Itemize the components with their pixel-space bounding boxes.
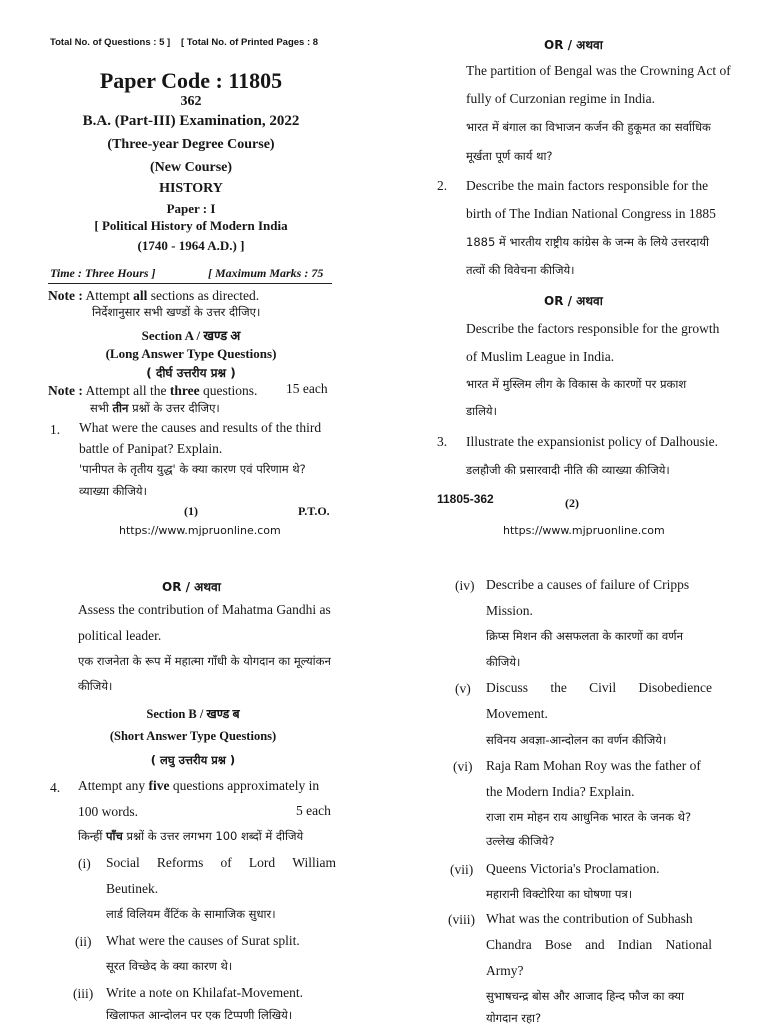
sub-viii-hindi-2: योगदान रहा?	[486, 1011, 542, 1025]
q4-hindi: किन्हीं पाँच प्रश्नों के उत्तर लगभग 100 शब्दों में दीजिये	[78, 829, 304, 843]
q2-number: 2.	[437, 178, 448, 193]
short-answer-heading-hindi: ( लघु उत्तरीय प्रश्न )	[150, 753, 236, 767]
paper-title: [ Political History of Modern India	[94, 218, 288, 233]
q1-number: 1.	[50, 422, 61, 437]
q3-number: 3.	[437, 434, 448, 449]
sub-ii-hindi: सूरत विच्छेद के क्या कारण थे।	[106, 959, 233, 973]
paper-code-footer: 11805-362	[437, 492, 494, 506]
exam-title: B.A. (Part-III) Examination, 2022	[82, 113, 300, 129]
or-heading-1: OR / अथवा	[544, 38, 603, 52]
sub-ii-number: (ii)	[75, 934, 92, 949]
or3-hindi-1: एक राजनेता के रूप में महात्मा गाँधी के योगदान का मूल्यांकन	[78, 654, 331, 668]
total-pages: [ Total No. of Printed Pages : 8	[181, 37, 319, 48]
sub-vi-number: (vi)	[453, 759, 473, 774]
sub-v-line-2: Movement.	[486, 706, 548, 721]
or2-line-2: of Muslim League in India.	[466, 349, 615, 364]
sub-vii-line-1: Queens Victoria's Proclamation.	[486, 861, 660, 876]
q3-hindi-1: डलहौजी की प्रसारवादी नीति की व्याख्या कीजिये।	[466, 463, 670, 477]
website-url-1: https://www.mjpruonline.com	[119, 524, 281, 537]
or2-line-1: Describe the factors responsible for the growth	[466, 321, 720, 336]
q2-hindi-1: 1885 में भारतीय राष्ट्रीय कांग्रेस के जन्म के लिये उत्तरदायी	[466, 235, 709, 249]
note-1-hindi: निर्देशानुसार सभी खण्डों के उत्तर दीजिए।	[92, 305, 261, 319]
sub-v-hindi: सविनय अवज्ञा-आन्दोलन का वर्णन कीजिये।	[486, 733, 667, 747]
sub-viii-line-2: Chandra Bose and Indian National	[486, 937, 712, 952]
time-label: Time : Three Hours ]	[50, 266, 156, 280]
page-number-1: (1)	[184, 504, 198, 518]
q3-line-1: Illustrate the expansionist policy of Dalhousie.	[466, 434, 718, 449]
paper-number: 362	[180, 94, 202, 109]
sub-vi-hindi-1: राजा राम मोहन राय आधुनिक भारत के जनक थे?	[486, 810, 692, 824]
q4-line-1: Attempt any five questions approximately in	[78, 778, 320, 793]
sub-vii-hindi: महारानी विक्टोरिया का घोषणा पत्र।	[486, 887, 633, 901]
sub-vi-hindi-2: उल्लेख कीजिये?	[486, 834, 555, 848]
or3-hindi-2: कीजिये।	[78, 679, 113, 693]
or1-line-1: The partition of Bengal was the Crowning Act of	[466, 63, 731, 78]
sub-vi-line-2: the Modern India? Explain.	[486, 784, 635, 799]
sub-i-line-2: Beutinek.	[106, 881, 159, 896]
q1-hindi-1: 'पानीपत के तृतीय युद्ध' के क्या कारण एवं परिणाम थे?	[79, 462, 306, 476]
or-heading-2: OR / अथवा	[544, 294, 603, 308]
total-questions: Total No. of Questions : 5 ]	[50, 37, 171, 48]
sub-i-line-1: Social Reforms of Lord William	[106, 855, 336, 870]
sub-iii-line-1: Write a note on Khilafat-Movement.	[106, 985, 304, 1000]
paper-label: Paper : I	[166, 201, 216, 216]
sub-vii-number: (vii)	[450, 862, 474, 877]
q1-line-2: battle of Panipat? Explain.	[79, 441, 223, 456]
note-1: Note : Attempt all sections as directed.	[48, 288, 260, 303]
sub-iii-hindi: खिलाफत आन्दोलन पर एक टिप्पणी लिखिये।	[106, 1008, 293, 1022]
or1-hindi-2: मूर्खता पूर्ण कार्य था?	[466, 149, 553, 163]
long-answer-heading: (Long Answer Type Questions)	[105, 346, 277, 361]
sub-viii-line-3: Army?	[486, 963, 524, 978]
note-2-hindi: सभी तीन प्रश्नों के उत्तर दीजिए।	[90, 401, 220, 415]
or-heading-3: OR / अथवा	[162, 580, 221, 594]
max-marks: [ Maximum Marks : 75	[208, 266, 324, 280]
sub-viii-line-1: What was the contribution of Subhash	[486, 911, 693, 926]
q4-marks: 5 each	[296, 803, 331, 818]
long-answer-heading-hindi: ( दीर्घ उत्तरीय प्रश्न )	[146, 366, 236, 380]
q4-line-2: 100 words.	[78, 804, 138, 819]
section-a-heading: Section A / खण्ड अ	[141, 328, 241, 343]
sub-v-number: (v)	[455, 681, 471, 696]
new-course: (New Course)	[149, 160, 233, 175]
sub-iv-hindi-2: कीजिये।	[486, 655, 521, 669]
website-url-2: https://www.mjpruonline.com	[503, 524, 665, 537]
paper-period: (1740 - 1964 A.D.) ]	[137, 238, 245, 253]
q2-line-1: Describe the main factors responsible for the	[466, 178, 709, 193]
or2-hindi-2: डालिये।	[466, 404, 497, 418]
q1-line-1: What were the causes and results of the third	[79, 420, 322, 435]
sub-iv-number: (iv)	[455, 578, 475, 593]
or2-hindi-1: भारत में मुस्लिम लीग के विकास के कारणों पर प्रकाश	[466, 377, 687, 391]
sub-iii-number: (iii)	[73, 986, 94, 1001]
or3-line-2: political leader.	[78, 628, 162, 643]
sub-ii-line-1: What were the causes of Surat split.	[106, 933, 300, 948]
sub-iv-hindi-1: क्रिप्स मिशन की असफलता के कारणों का वर्णन	[486, 629, 683, 643]
sub-i-hindi: लार्ड विलियम वैंटिंक के सामाजिक सुधार।	[106, 907, 276, 921]
or1-hindi-1: भारत में बंगाल का विभाजन कर्जन की हुकूमत का सर्वाधिक	[466, 120, 711, 134]
sub-i-number: (i)	[78, 856, 91, 871]
note-2: Note : Attempt all the three questions.	[48, 383, 258, 398]
short-answer-heading: (Short Answer Type Questions)	[109, 729, 277, 743]
q2-hindi-2: तत्वों की विवेचना कीजिये।	[466, 263, 575, 277]
q4-number: 4.	[50, 780, 61, 795]
sub-viii-hindi-1: सुभाषचन्द्र बोस और आजाद हिन्द फौज का क्या	[486, 989, 684, 1003]
q1-hindi-2: व्याख्या कीजिये।	[79, 484, 147, 498]
sub-v-line-1: Discuss the Civil Disobedience	[486, 680, 712, 695]
q2-line-2: birth of The Indian National Congress in 1885	[466, 206, 716, 221]
course-type: (Three-year Degree Course)	[107, 137, 275, 152]
or1-line-2: fully of Curzonian regime in India.	[466, 91, 655, 106]
subject: HISTORY	[159, 181, 223, 196]
sub-viii-number: (viii)	[448, 912, 475, 927]
sub-iv-line-1: Describe a causes of failure of Cripps	[486, 577, 690, 592]
divider-line	[48, 283, 332, 284]
pto: P.T.O.	[298, 504, 330, 518]
paper-code: Paper Code : 11805	[99, 68, 283, 93]
note-2-marks: 15 each	[286, 381, 328, 396]
section-b-heading: Section B / खण्ड ब	[146, 707, 240, 721]
page-number-2: (2)	[565, 496, 579, 510]
sub-iv-line-2: Mission.	[486, 603, 533, 618]
sub-vi-line-1: Raja Ram Mohan Roy was the father of	[486, 758, 701, 773]
or3-line-1: Assess the contribution of Mahatma Gandhi as	[78, 602, 331, 617]
